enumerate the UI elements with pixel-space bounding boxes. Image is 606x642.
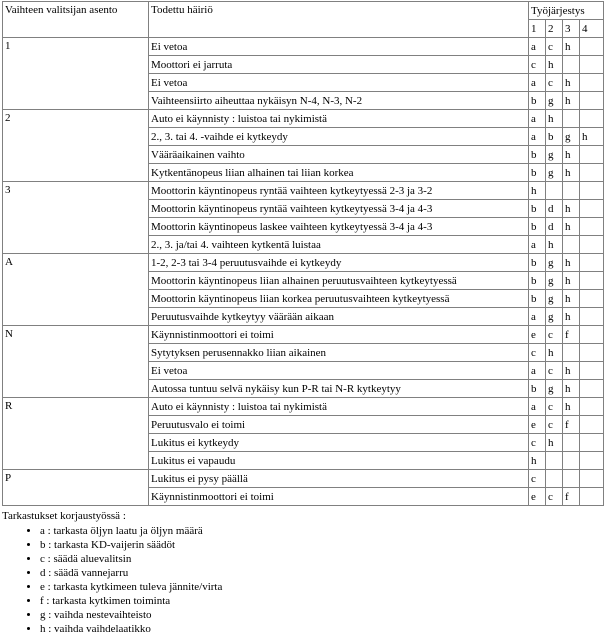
step-cell-2: g — [546, 164, 563, 182]
gear-position-cell: N — [3, 326, 149, 398]
step-cell-4 — [580, 110, 604, 128]
note-item: • h : vaihda vaihdelaatikko — [40, 622, 602, 636]
step-cell-2 — [546, 470, 563, 488]
step-cell-1: a — [529, 308, 546, 326]
step-cell-4 — [580, 290, 604, 308]
step-cell-1: b — [529, 380, 546, 398]
step-cell-3: h — [563, 200, 580, 218]
notes-title: Tarkastukset korjaustyössä : — [2, 510, 126, 522]
step-cell-1: a — [529, 236, 546, 254]
step-cell-2: h — [546, 344, 563, 362]
step-cell-4 — [580, 38, 604, 56]
step-cell-1: e — [529, 326, 546, 344]
gear-position-cell: 2 — [3, 110, 149, 182]
header-order: Työjärjestys — [529, 2, 604, 20]
fault-cell: Moottorin käyntinopeus liian korkea peruutusvaihteen kytkeytyessä — [149, 290, 529, 308]
step-cell-4: h — [580, 128, 604, 146]
step-cell-1: a — [529, 38, 546, 56]
step-cell-1: b — [529, 218, 546, 236]
step-cell-4 — [580, 362, 604, 380]
step-cell-4 — [580, 416, 604, 434]
step-cell-4 — [580, 200, 604, 218]
step-cell-1: a — [529, 110, 546, 128]
step-cell-1: e — [529, 488, 546, 506]
table-row — [3, 110, 604, 128]
fault-cell: 2., 3. ja/tai 4. vaihteen kytkentä luistaa — [149, 236, 529, 254]
step-cell-1: a — [529, 74, 546, 92]
step-cell-3 — [563, 182, 580, 200]
fault-cell: 1-2, 2-3 tai 3-4 peruutusvaihde ei kytkeydy — [149, 254, 529, 272]
fault-cell: Moottori ei jarruta — [149, 56, 529, 74]
table-header — [3, 2, 604, 38]
step-cell-3: f — [563, 416, 580, 434]
note-item: • b : tarkasta KD-vaijerin säädöt — [40, 538, 602, 552]
step-cell-3: h — [563, 380, 580, 398]
step-cell-4 — [580, 470, 604, 488]
order-number-1: 1 — [529, 20, 546, 38]
step-cell-3: h — [563, 272, 580, 290]
step-cell-1: e — [529, 416, 546, 434]
step-cell-2: h — [546, 434, 563, 452]
gear-position-cell: P — [3, 470, 149, 506]
fault-cell: Käynnistinmoottori ei toimi — [149, 488, 529, 506]
step-cell-3 — [563, 110, 580, 128]
table-row — [3, 326, 604, 344]
step-cell-3 — [563, 56, 580, 74]
step-cell-1: b — [529, 146, 546, 164]
step-cell-3: h — [563, 290, 580, 308]
step-cell-2: c — [546, 398, 563, 416]
step-cell-1: b — [529, 200, 546, 218]
step-cell-4 — [580, 326, 604, 344]
step-cell-2: c — [546, 416, 563, 434]
step-cell-1: b — [529, 254, 546, 272]
step-cell-3: h — [563, 92, 580, 110]
step-cell-2: b — [546, 128, 563, 146]
step-cell-1: c — [529, 434, 546, 452]
order-number-4: 4 — [580, 20, 604, 38]
order-number-2: 2 — [546, 20, 563, 38]
step-cell-1: c — [529, 56, 546, 74]
table-row — [3, 254, 604, 272]
step-cell-4 — [580, 254, 604, 272]
step-cell-2: h — [546, 236, 563, 254]
note-item: • c : säädä aluevalitsin — [40, 552, 602, 566]
step-cell-1: a — [529, 128, 546, 146]
step-cell-2: c — [546, 74, 563, 92]
note-item: • d : säädä vannejarru — [40, 566, 602, 580]
fault-cell: 2., 3. tai 4. -vaihde ei kytkeydy — [149, 128, 529, 146]
note-item: • e : tarkasta kytkimeen tuleva jännite/virta — [40, 580, 602, 594]
step-cell-2: g — [546, 290, 563, 308]
step-cell-3 — [563, 470, 580, 488]
step-cell-2: g — [546, 92, 563, 110]
note-item: • a : tarkasta öljyn laatu ja öljyn määrä — [40, 524, 602, 538]
header-fault: Todettu häiriö — [149, 2, 529, 38]
step-cell-1: a — [529, 362, 546, 380]
step-cell-4 — [580, 452, 604, 470]
table-body — [3, 38, 604, 506]
step-cell-4 — [580, 218, 604, 236]
step-cell-3: h — [563, 398, 580, 416]
step-cell-4 — [580, 164, 604, 182]
notes-list — [2, 524, 602, 636]
header-position: Vaihteen valitsijan asento — [3, 2, 149, 38]
step-cell-1: b — [529, 290, 546, 308]
fault-cell: Auto ei käynnisty : luistoa tai nykimistä — [149, 110, 529, 128]
step-cell-2 — [546, 452, 563, 470]
gear-position-cell: A — [3, 254, 149, 326]
note-item: • g : vaihda nestevaihteisto — [40, 608, 602, 622]
step-cell-3: h — [563, 362, 580, 380]
step-cell-4 — [580, 434, 604, 452]
step-cell-4 — [580, 92, 604, 110]
step-cell-4 — [580, 488, 604, 506]
table-row — [3, 38, 604, 56]
fault-cell: Käynnistinmoottori ei toimi — [149, 326, 529, 344]
fault-cell: Vääräaikainen vaihto — [149, 146, 529, 164]
step-cell-1: b — [529, 272, 546, 290]
step-cell-4 — [580, 308, 604, 326]
step-cell-2: c — [546, 326, 563, 344]
step-cell-1: c — [529, 470, 546, 488]
step-cell-2: g — [546, 380, 563, 398]
step-cell-1: h — [529, 452, 546, 470]
fault-cell: Lukitus ei kytkeydy — [149, 434, 529, 452]
order-number-3: 3 — [563, 20, 580, 38]
step-cell-2: c — [546, 488, 563, 506]
fault-cell: Vaihteensiirto aiheuttaa nykäisyn N-4, N-3, N-2 — [149, 92, 529, 110]
note-item: • f : tarkasta kytkimen toiminta — [40, 594, 602, 608]
fault-cell: Ei vetoa — [149, 362, 529, 380]
step-cell-3: g — [563, 128, 580, 146]
step-cell-2: c — [546, 38, 563, 56]
fault-cell: Moottorin käyntinopeus ryntää vaihteen kytkeytyessä 2-3 ja 3-2 — [149, 182, 529, 200]
step-cell-2: g — [546, 308, 563, 326]
step-cell-3: h — [563, 164, 580, 182]
step-cell-2: h — [546, 56, 563, 74]
step-cell-2: d — [546, 200, 563, 218]
fault-cell: Auto ei käynnisty : luistoa tai nykimistä — [149, 398, 529, 416]
fault-cell: Peruutusvaihde kytkeytyy väärään aikaan — [149, 308, 529, 326]
step-cell-2 — [546, 182, 563, 200]
step-cell-1: h — [529, 182, 546, 200]
step-cell-3: f — [563, 488, 580, 506]
step-cell-2: g — [546, 272, 563, 290]
step-cell-4 — [580, 236, 604, 254]
step-cell-4 — [580, 56, 604, 74]
step-cell-2: g — [546, 146, 563, 164]
fault-cell: Moottorin käyntinopeus liian alhainen peruutusvaihteen kytkeytyessä — [149, 272, 529, 290]
step-cell-3 — [563, 236, 580, 254]
step-cell-3: h — [563, 74, 580, 92]
step-cell-4 — [580, 74, 604, 92]
fault-cell: Moottorin käyntinopeus laskee vaihteen kytkeytyessä 3-4 ja 4-3 — [149, 218, 529, 236]
step-cell-3: h — [563, 308, 580, 326]
step-cell-2: g — [546, 254, 563, 272]
fault-cell: Lukitus ei vapaudu — [149, 452, 529, 470]
step-cell-3: h — [563, 38, 580, 56]
step-cell-4 — [580, 272, 604, 290]
step-cell-3: h — [563, 146, 580, 164]
step-cell-4 — [580, 398, 604, 416]
fault-cell: Sytytyksen perusennakko liian aikainen — [149, 344, 529, 362]
fault-cell: Kytkentänopeus liian alhainen tai liian korkea — [149, 164, 529, 182]
fault-table — [2, 1, 604, 506]
step-cell-2: d — [546, 218, 563, 236]
fault-cell: Ei vetoa — [149, 38, 529, 56]
fault-cell: Peruutusvalo ei toimi — [149, 416, 529, 434]
table-row — [3, 398, 604, 416]
gear-position-cell: 1 — [3, 38, 149, 110]
step-cell-4 — [580, 344, 604, 362]
table-row — [3, 182, 604, 200]
step-cell-1: a — [529, 398, 546, 416]
gear-position-cell: 3 — [3, 182, 149, 254]
gear-position-cell: R — [3, 398, 149, 470]
step-cell-2: h — [546, 110, 563, 128]
table-row — [3, 470, 604, 488]
step-cell-3: f — [563, 326, 580, 344]
step-cell-1: c — [529, 344, 546, 362]
fault-cell: Lukitus ei pysy päällä — [149, 470, 529, 488]
step-cell-3: h — [563, 254, 580, 272]
fault-cell: Ei vetoa — [149, 74, 529, 92]
fault-cell: Autossa tuntuu selvä nykäisy kun P-R tai N-R kytkeytyy — [149, 380, 529, 398]
step-cell-3 — [563, 434, 580, 452]
step-cell-4 — [580, 182, 604, 200]
fault-cell: Moottorin käyntinopeus ryntää vaihteen kytkeytyessä 3-4 ja 4-3 — [149, 200, 529, 218]
step-cell-4 — [580, 146, 604, 164]
step-cell-4 — [580, 380, 604, 398]
step-cell-3 — [563, 344, 580, 362]
step-cell-1: b — [529, 164, 546, 182]
step-cell-2: c — [546, 362, 563, 380]
step-cell-3 — [563, 452, 580, 470]
step-cell-3: h — [563, 218, 580, 236]
notes-section — [2, 509, 602, 636]
step-cell-1: b — [529, 92, 546, 110]
